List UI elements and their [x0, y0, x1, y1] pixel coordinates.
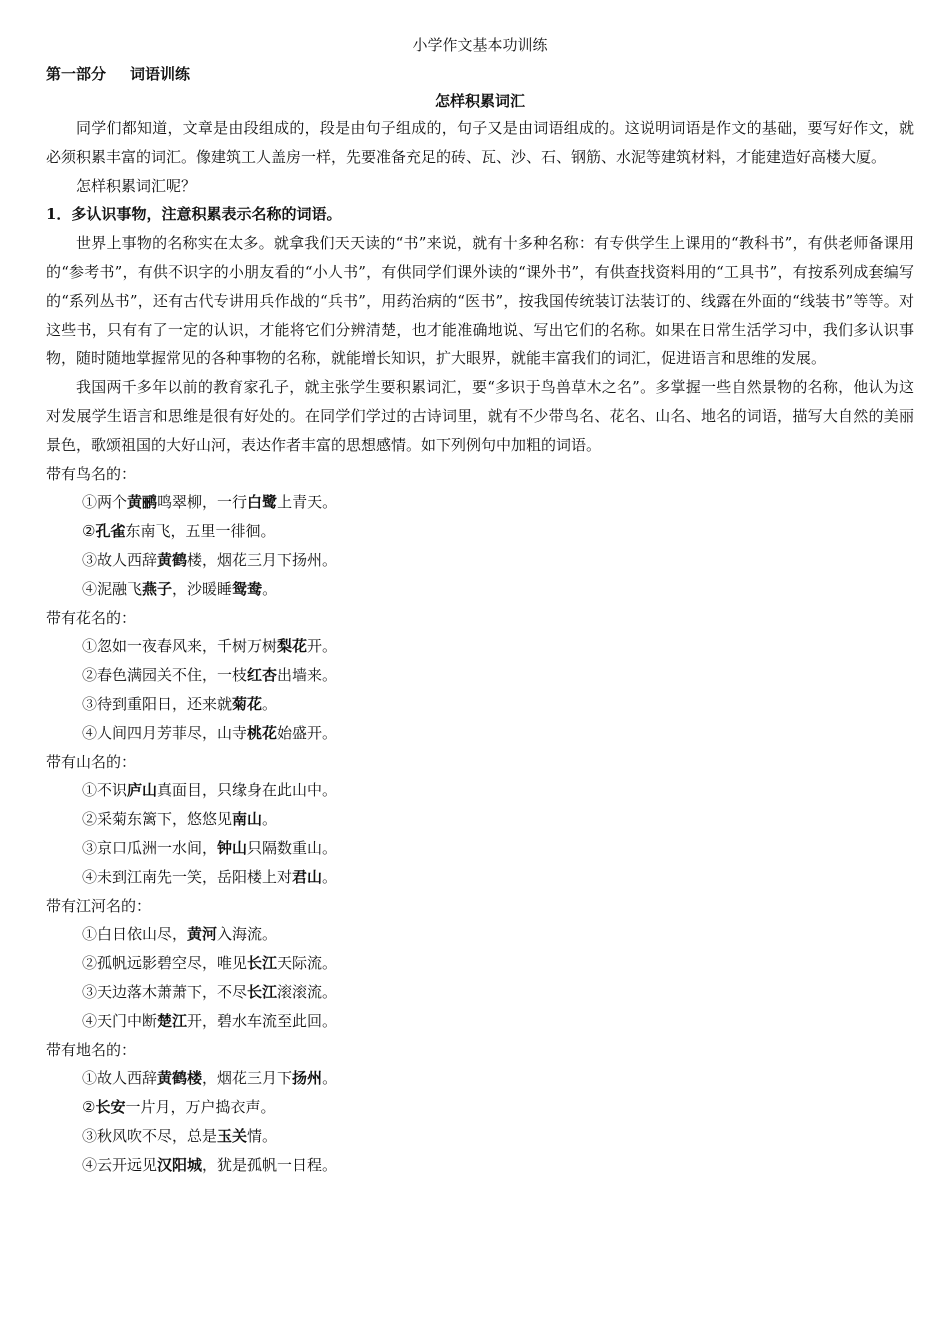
example-line: [46, 920, 914, 949]
example-text: ②: [82, 522, 96, 541]
example-text: ③故人西辞: [82, 550, 158, 569]
example-text: ④泥融飞: [82, 579, 143, 598]
highlighted-term: 燕子: [142, 579, 173, 598]
example-line: [46, 776, 914, 805]
highlighted-term: 长江: [247, 954, 278, 973]
highlighted-term: 桃花: [247, 723, 278, 742]
example-text: 东南飞，五里一徘徊。: [125, 522, 276, 541]
document-title: 小学作文基本功训练: [412, 36, 548, 54]
highlighted-term: 长江: [247, 982, 278, 1001]
example-text: 入海流。: [217, 925, 278, 944]
example-line: [46, 575, 914, 604]
example-text: ③待到重阳日，还来就: [82, 694, 233, 713]
example-text: 上青天。: [277, 493, 338, 512]
example-line: [46, 1064, 914, 1093]
example-text: ③秋风吹不尽，总是: [82, 1126, 218, 1145]
example-line: [46, 632, 914, 661]
category-label: 带有鸟名的：: [46, 464, 137, 483]
highlighted-term: 梨花: [277, 637, 308, 656]
example-line: [46, 1122, 914, 1151]
example-text: 。: [322, 867, 338, 886]
example-text: ，沙暖睡: [172, 579, 233, 598]
highlighted-term: 鸳鸯: [232, 579, 263, 598]
part-name: 词语训练: [130, 65, 191, 83]
category-label: 带有地名的：: [46, 1040, 137, 1059]
highlighted-term: 白鹭: [247, 493, 278, 512]
highlighted-term: 黄鹤: [157, 550, 188, 569]
category-label: 带有江河名的：: [46, 896, 152, 915]
highlighted-term: 汉阳城: [157, 1155, 203, 1174]
example-text: 鸣翠柳，一行: [157, 493, 248, 512]
highlighted-term: 南山: [232, 810, 263, 829]
highlighted-term: 玉关: [217, 1126, 248, 1145]
example-text: ③京口瓜洲一水间，: [82, 838, 218, 857]
example-text: ③天边落木萧萧下，不尽: [82, 982, 248, 1001]
example-line: [46, 949, 914, 978]
example-text: 真面目，只缘身在此山中。: [157, 781, 338, 800]
example-line: [46, 488, 914, 517]
example-text: ①故人西辞: [82, 1069, 158, 1088]
category-label: 带有花名的：: [46, 608, 137, 627]
example-line: [46, 834, 914, 863]
example-text: 。: [262, 579, 278, 598]
example-text: ①忽如一夜春风来，千树万树: [82, 637, 278, 656]
example-line: [46, 546, 914, 575]
intro-paragraph: 同学们都知道，文章是由段组成的，段是由句子组成的，句子又是由词语组成的。这说明词语是作文的基础，要写好作文，就必须积累丰富的词汇。像建筑工人盖房一样，先要准备充足的砖、瓦、沙、石、钢筋、水泥等建筑材料，才能建造好高楼大厦。: [46, 119, 914, 166]
highlighted-term: 孔雀: [95, 522, 126, 541]
example-line: [46, 1007, 914, 1036]
example-line: [46, 805, 914, 834]
example-text: 一片月，万户捣衣声。: [125, 1098, 276, 1117]
example-line: [46, 1151, 914, 1180]
example-text: ①白日依山尽，: [82, 925, 188, 944]
example-text: ②: [82, 1098, 96, 1117]
example-text: ①两个: [82, 493, 128, 512]
example-categories: [46, 460, 914, 1180]
highlighted-term: 钟山: [217, 838, 248, 857]
category-label: 带有山名的：: [46, 752, 137, 771]
highlighted-term: 君山: [292, 867, 323, 886]
highlighted-term: 扬州: [292, 1069, 323, 1088]
highlighted-term: 黄鹂: [127, 493, 158, 512]
example-text: ④人间四月芳菲尽，山寺: [82, 723, 248, 742]
example-text: 开，碧水车流至此回。: [187, 1011, 338, 1030]
body-paragraph: 我国两千多年以前的教育家孔子，就主张学生要积累词汇，要“多识于鸟兽草木之名”。多掌握一些自然景物的名称，他认为这对发展学生语言和思维是很有好处的。在同学们学过的古诗词里，就有不少带鸟名、花名、山名、地名的词语，描写大自然的美丽景色，歌颂祖国的大好山河，表达作者丰富的思想感情。如下列例句中加粗的词语。: [46, 378, 914, 454]
example-text: ①不识: [82, 781, 128, 800]
example-text: 。: [262, 810, 278, 829]
part-heading: [46, 62, 914, 86]
example-text: ②采菊东篱下，悠悠见: [82, 810, 233, 829]
highlighted-term: 庐山: [127, 781, 158, 800]
example-text: 开。: [307, 637, 338, 656]
example-line: [46, 719, 914, 748]
example-text: ，烟花三月下: [202, 1069, 293, 1088]
highlighted-term: 楚江: [157, 1011, 188, 1030]
highlighted-term: 黄河: [187, 925, 218, 944]
example-text: ④未到江南先一笑，岳阳楼上对: [82, 867, 293, 886]
example-text: 。: [322, 1069, 338, 1088]
section-title: 怎样积累词汇: [434, 92, 525, 110]
example-text: 情。: [247, 1126, 278, 1145]
point-heading: 1．多认识事物，注意积累表示名称的词语。: [46, 205, 342, 224]
highlighted-term: 红杏: [247, 666, 278, 685]
example-text: 只隔数重山。: [247, 838, 338, 857]
example-text: 始盛开。: [277, 723, 338, 742]
highlighted-term: 长安: [95, 1098, 126, 1117]
part-number: 第一部分: [46, 65, 107, 83]
example-line: [46, 978, 914, 1007]
example-text: ④天门中断: [82, 1011, 158, 1030]
example-text: ，犹是孤帆一日程。: [202, 1155, 338, 1174]
example-line: [46, 1093, 914, 1122]
example-text: ②春色满园关不住，一枝: [82, 666, 248, 685]
example-line: [46, 863, 914, 892]
highlighted-term: 黄鹤楼: [157, 1069, 203, 1088]
example-line: [46, 517, 914, 546]
example-text: ④云开远见: [82, 1155, 158, 1174]
highlighted-term: 菊花: [232, 694, 263, 713]
example-line: [46, 690, 914, 719]
example-text: ②孤帆远影碧空尽，唯见: [82, 954, 248, 973]
example-text: 出墙来。: [277, 666, 338, 685]
body-paragraph: 世界上事物的名称实在太多。就拿我们天天读的“书”来说，就有十多种名称：有专供学生上课用的“教科书”，有供老师备课用的“参考书”，有供不识字的小朋友看的“小人书”，有供同学们课外读的“课外书”，有供查找资料用的“工具书”，有按系列成套编写的“系列丛书”，还有古代专讲用兵作战的“兵书”，用药治病的“医书”，按我国传统装订法装订的、线露在外面的“线装书”等等。对这些书，只有有了一定的认识，才能将它们分辨清楚，也才能准确地说、写出它们的名称。如果在日常生活学习中，我们多认识事物，随时随地掌握常见的各种事物的名称，就能增长知识，扩大眼界，就能丰富我们的词汇，促进语言和思维的发展。: [46, 234, 914, 368]
example-text: 。: [262, 694, 278, 713]
example-text: 滚滚流。: [277, 982, 338, 1001]
example-text: 楼，烟花三月下扬州。: [187, 550, 338, 569]
intro-question: 怎样积累词汇呢？: [76, 176, 197, 195]
example-line: [46, 661, 914, 690]
example-text: 天际流。: [277, 954, 338, 973]
document-page: [46, 28, 914, 1179]
